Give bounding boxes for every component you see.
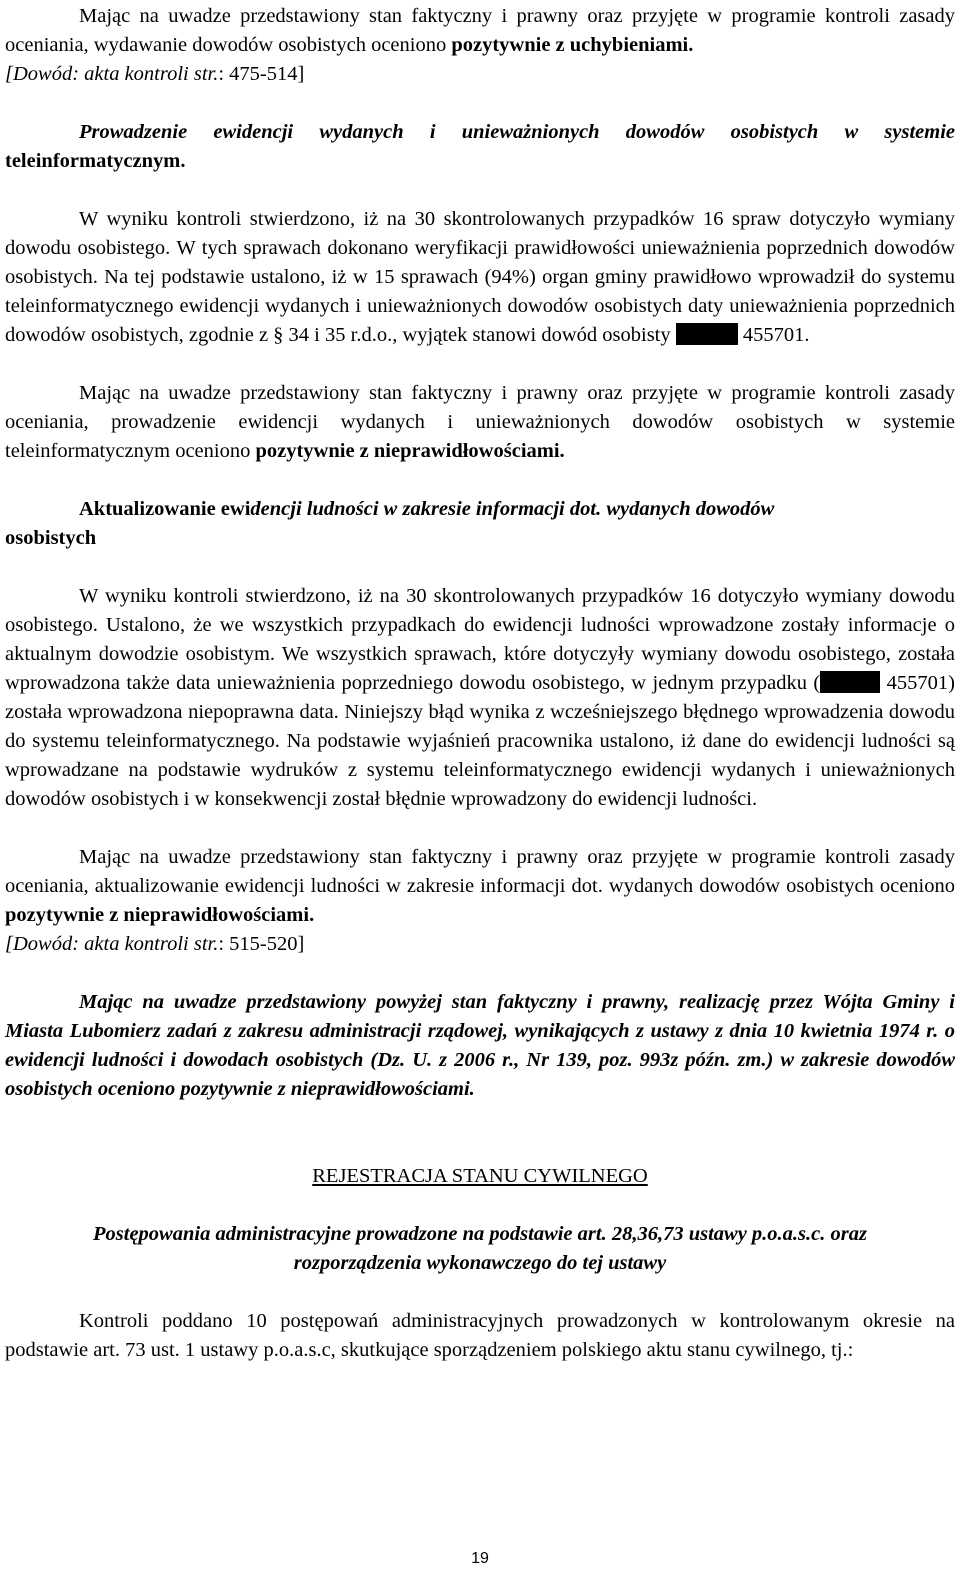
evidence-label: [Dowód: akta kontroli str. xyxy=(5,63,219,85)
paragraph-assessment-1: Mając na uwadze przedstawiony stan faktyczny i prawny oraz przyjęte w programie kontroli zasady oceniania, wydawanie dowodów osobistych oceniono pozytywnie z uchybieniami. [Dowód: akta kontroli str.: 475-514] xyxy=(5,5,955,85)
evidence-pages: : 475-514] xyxy=(218,63,305,85)
paragraph-findings-1: W wyniku kontroli stwierdzono, iż na 30 skontrolowanych przypadków 16 spraw dotyczyło wymiany dowodu osobistego. W tych sprawach dokonano weryfikacji prawidłowości unieważnienia poprzednich dowodów osobistych. Na tej podstawie ustalono, iż w 15 sprawach (94%) organ gminy prawidłowo wprowadził do systemu teleinformatycznego ewidencji wydanych i unieważnionych dowodów osobistych daty unieważnienia poprzednich dowodów osobistych, zgodnie z § 34 i 35 r.d.o., wyjątek stanowi dowód osobisty 455701. xyxy=(5,208,955,346)
redaction-block xyxy=(676,323,738,345)
paragraph-assessment-3: Mając na uwadze przedstawiony stan faktyczny i prawny oraz przyjęte w programie kontroli zasady oceniania, aktualizowanie ewidencji ludności w zakresie informacji dot. wydanych dowodów osobistych oceniono pozytywnie z nieprawidłowościami. [Dowód: akta kontroli str.: 515-520] xyxy=(5,846,955,955)
paragraph-findings-2: W wyniku kontroli stwierdzono, iż na 30 skontrolowanych przypadków 16 dotyczyło wymiany dowodu osobistego. Ustalono, że we wszystkich przypadkach do ewidencji ludności wprowadzone zostały informacje o aktualnym dowodzie osobistym. We wszystkich sprawach, które dotyczyły wymiany dowodu osobistego, została wprowadzona także data unieważnienia poprzedniego dowodu osobistego, w jednym przypadku ( 455701) została wprowadzona niepoprawna data. Niniejszy błąd wynika z wcześniejszego błędnego wprowadzenia dowodu do systemu teleinformatycznego. Na podstawie wyjaśnień pracownika ustalono, iż dane do ewidencji ludności są wprowadzane na podstawie wydruków z systemu teleinformatycznego ewidencji wydanych i unieważnionych dowodów osobistych i w konsekwencji został błędnie wprowadzony do ewidencji ludności. xyxy=(5,585,955,810)
heading-ewidencja: Prowadzenie ewidencji wydanych i unieważnionych dowodów osobistych w systemie teleinformatycznym. xyxy=(5,121,955,172)
section-title: REJESTRACJA STANU CYWILNEGO xyxy=(312,1165,648,1187)
evidence-pages: : 515-520] xyxy=(218,933,305,955)
evidence-label: [Dowód: akta kontroli str. xyxy=(5,933,219,955)
document-page xyxy=(5,0,955,1365)
heading-aktualizowanie: Aktualizowanie ewidencji ludności w zakresie informacji dot. wydanych dowodów osobistych xyxy=(5,498,775,549)
assessment-result: pozytywnie z nieprawidłowościami. xyxy=(255,440,565,462)
paragraph-controls: Kontroli poddano 10 postępowań administracyjnych prowadzonych w kontrolowanym okresie na podstawie art. 73 ust. 1 ustawy p.o.a.s.c, skutkujące sporządzeniem polskiego aktu stanu cywilnego, tj.: xyxy=(5,1310,955,1361)
paragraph-summary: Mając na uwadze przedstawiony powyżej stan faktyczny i prawny, realizację przez Wójta Gminy i Miasta Lubomierz zadań z zakresu administracji rządowej, wynikających z ustawy z dnia 10 kwietnia 1974 r. o ewidencji ludności i dowodach osobistych (Dz. U. z 2006 r., Nr 139, poz. 993z późn. zm.) w zakresie dowodów osobistych oceniono pozytywnie z nieprawidłowościami. xyxy=(5,991,955,1100)
paragraph-assessment-2: Mając na uwadze przedstawiony stan faktyczny i prawny oraz przyjęte w programie kontroli zasady oceniania, prowadzenie ewidencji wydanych i unieważnionych dowodów osobistych w systemie teleinformatycznym oceniono pozytywnie z nieprawidłowościami. xyxy=(5,382,955,462)
assessment-result: pozytywnie z uchybieniami. xyxy=(451,34,694,56)
section-subtitle: Postępowania administracyjne prowadzone na podstawie art. 28,36,73 ustawy p.o.a.s.c. oraz rozporządzenia wykonawczego do tej ustawy xyxy=(93,1223,867,1274)
page-number: 19 xyxy=(471,1550,489,1567)
assessment-result: pozytywnie z nieprawidłowościami. xyxy=(5,904,315,926)
redaction-block xyxy=(820,671,880,693)
